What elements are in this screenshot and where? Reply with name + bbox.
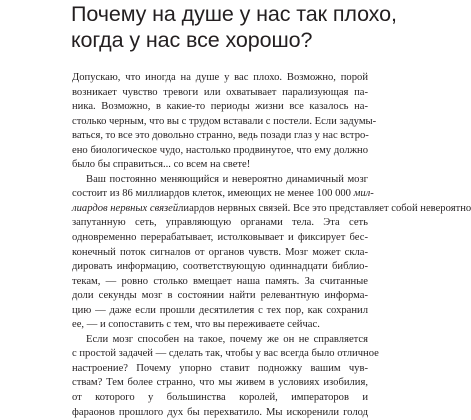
paragraph [72, 333, 379, 420]
text-line: Ваш постоянно меняющийся и невероятно динамичный мозг [86, 173, 368, 185]
paragraph [72, 173, 471, 333]
body-text [72, 71, 471, 420]
text-line [72, 187, 374, 202]
text-line: Допускаю, что иногда на душе у вас плохо. Возможно, порой [72, 72, 368, 83]
chapter-title-line: Почему на душе у нас так плохо, [71, 2, 397, 26]
text-line: было бы справиться... со всем на свете! [72, 159, 251, 171]
text-line: ваться, то все это довольно странно, ведь позади глаз у нас встро- [72, 130, 369, 142]
text-line: от которого у большинства королей, императоров и [72, 392, 368, 404]
text-line: Если мозг способен на такое, почему же он не справляется [86, 333, 368, 345]
text-line: доли секунды мозг в состоянии найти релевантную информа- [72, 290, 368, 302]
text-line [72, 202, 471, 217]
chapter-title [71, 1, 411, 53]
text-line-part: состоит из 86 миллиардов клеток, имеющих не менее 100 000 [72, 188, 354, 200]
text-line: столько черным, что вы с трудом вставали с постели. Если задумы- [72, 115, 377, 127]
text-line: ствам? Тем более странно, что мы живем в условиях изобилия, [72, 377, 368, 389]
text-line: цию — даже если прошли десятилетия с тех пор, как сохранил [72, 304, 368, 316]
italic-fragment: лиардов нервных связей [72, 202, 179, 214]
text-line: одновременно перерабатывает, истолковывает и фиксирует бес- [72, 232, 368, 244]
text-line: ника. Возможно, в какие-то периоды жизни все казалось на- [72, 101, 368, 113]
text-line: с простой задачей — сделать так, чтобы у вас всегда было отличное [72, 348, 379, 360]
italic-fragment: мил- [353, 188, 374, 200]
text-line: возникает чувство тревоги или охватывает парализующая па- [72, 86, 368, 98]
text-line: конечный поток сигналов от органов чувств. Мозг может скла- [72, 246, 368, 258]
text-line: настроение? Почему упорно ставит подножку вашим чув- [72, 362, 368, 374]
text-line: ее, — и сопоставить с тем, что вы переживаете сейчас. [72, 319, 320, 331]
chapter-title-line: когда у нас все хорошо? [71, 28, 313, 52]
text-line: фараонов прошлого дух бы перехватило. Мы искоренили голод [72, 406, 368, 418]
text-line: запутанную сеть, управляющую органами тела. Эта сеть [72, 217, 368, 229]
text-line-part: лиардов нервных связей. Все это представляет собой невероятно [178, 202, 471, 214]
text-line: дировать информацию, соответствующую одиннадцати библио- [72, 261, 368, 273]
text-line: ено биологическое чудо, настолько продвинутое, что ему должно [72, 144, 368, 156]
text-line: текам, — ровно столько вмещает наша память. За считанные [72, 275, 368, 287]
paragraph [72, 71, 377, 173]
